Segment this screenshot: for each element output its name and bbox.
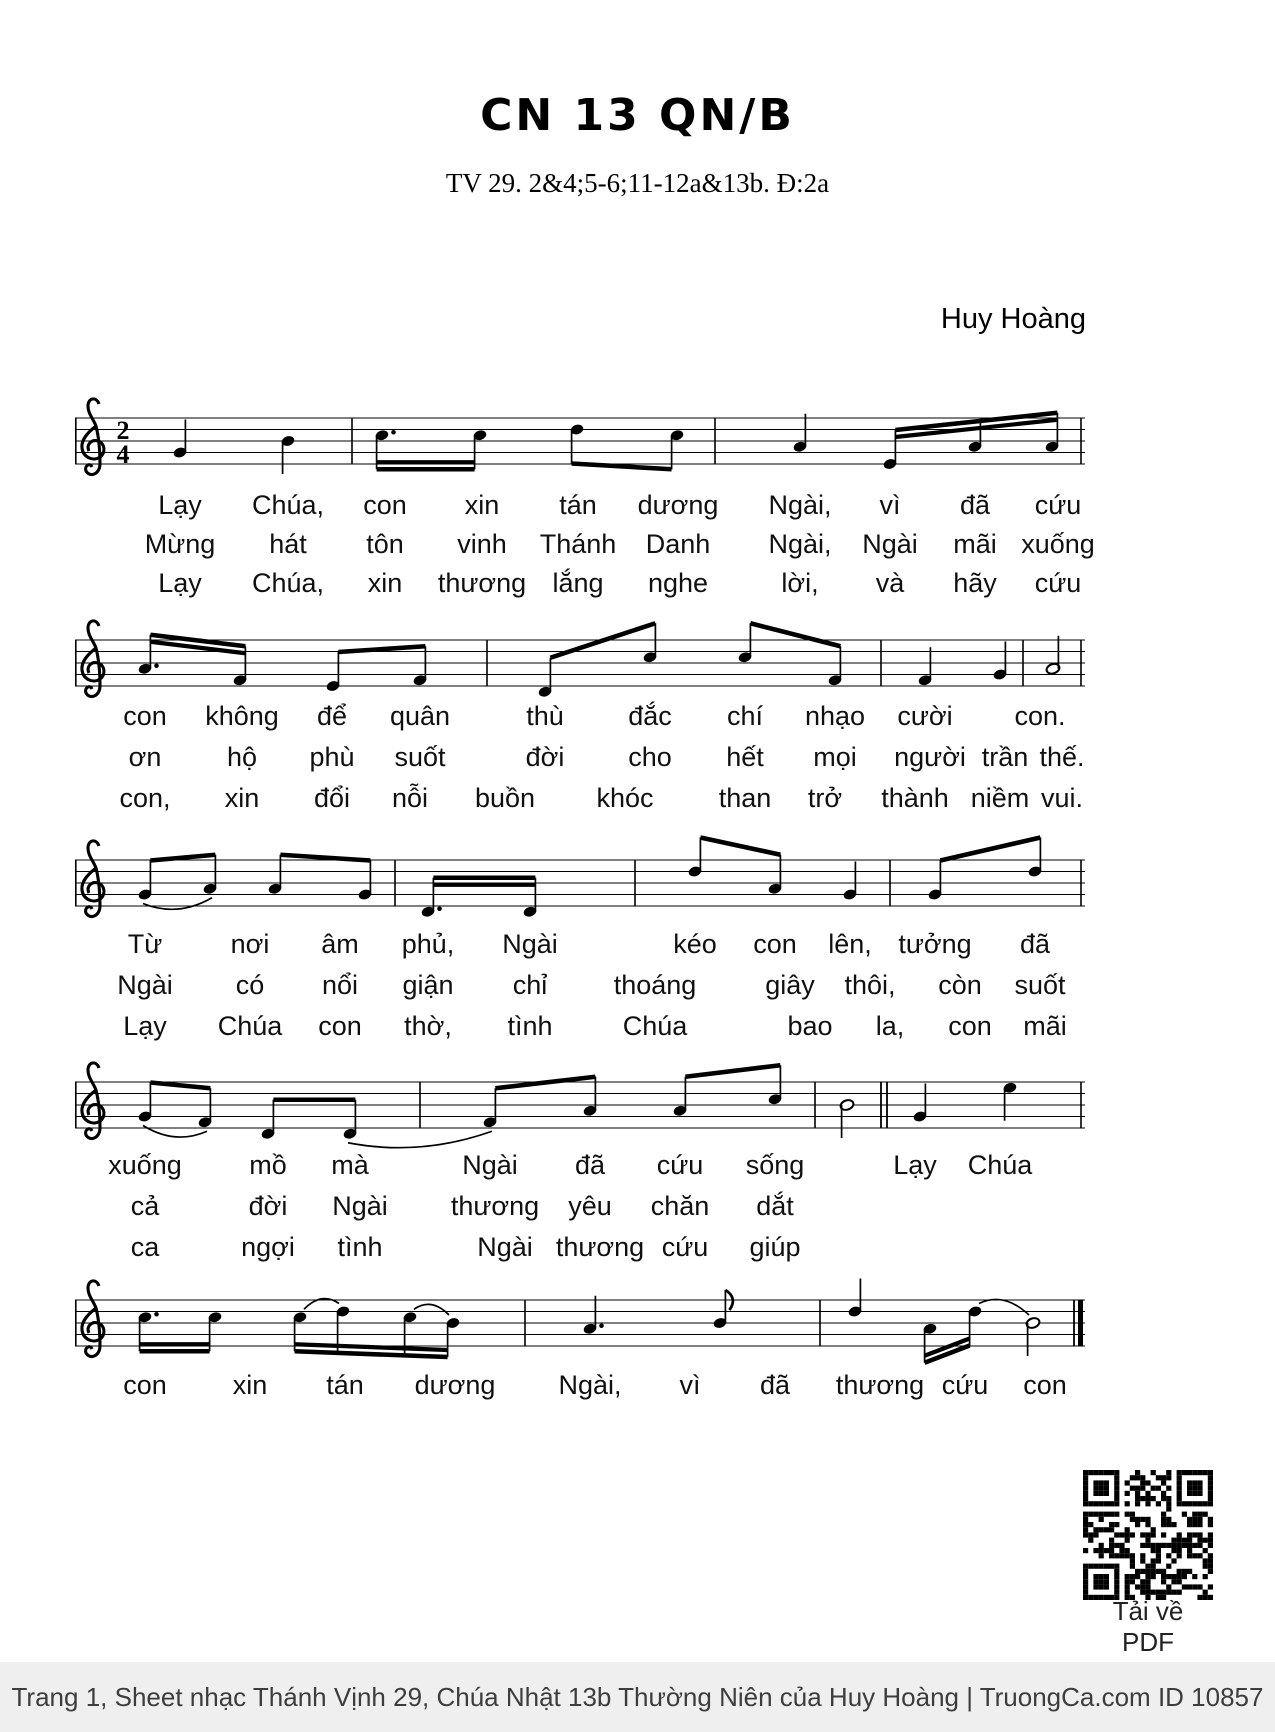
time-signature: 2: [116, 416, 130, 445]
lyric-syllable: để: [316, 701, 348, 731]
slur: [348, 1131, 492, 1147]
lyric-syllable: thù: [526, 701, 564, 731]
download-pdf-label: Tải về PDF: [1112, 1596, 1184, 1657]
lyric-syllable: Ngài,: [768, 490, 832, 520]
lyric-syllable: Ngài: [502, 929, 558, 959]
lyric-syllable: và: [875, 568, 905, 598]
lyric-syllable: thương: [450, 1191, 540, 1221]
lyric-syllable: còn: [938, 970, 982, 1000]
lyric-syllable: than: [718, 783, 772, 813]
lyric-syllable: cứu: [1034, 490, 1082, 520]
lyric-syllable: xin: [224, 783, 260, 813]
lyric-syllable: đã: [1019, 929, 1051, 959]
lyric-syllable: cười: [897, 701, 953, 731]
footer-text: Trang 1, Sheet nhạc Thánh Vịnh 29, Chúa Nhật 13b Thường Niên của Huy Hoàng | TruongCa.com ID 10857: [11, 1681, 1264, 1712]
lyric-syllable: thế.: [1039, 742, 1085, 772]
lyric-syllable: phủ,: [401, 929, 455, 959]
lyric-syllable: dương: [414, 1370, 496, 1400]
lyric-syllable: bao: [787, 1011, 833, 1041]
tie: [414, 1304, 449, 1315]
lyric-syllable: vinh: [457, 529, 507, 559]
lyric-syllable: đã: [759, 1370, 791, 1400]
lyric-syllable: chăn: [650, 1191, 710, 1221]
lyric-syllable: suốt: [394, 742, 446, 772]
lyric-syllable: mồ: [249, 1150, 287, 1180]
composer-name: Huy Hoàng: [940, 303, 1086, 335]
lyric-syllable: Lạy: [893, 1150, 937, 1180]
lyric-syllable: hãy: [953, 568, 997, 598]
lyric-syllable: Chúa: [622, 1011, 688, 1041]
lyric-syllable: giúp: [749, 1232, 801, 1262]
lyric-syllable: con,: [119, 783, 171, 813]
lyric-syllable: xuống: [108, 1150, 182, 1180]
lyric-syllable: đời: [525, 742, 565, 772]
lyric-syllable: người: [894, 742, 966, 772]
lyric-syllable: cứu: [941, 1370, 989, 1400]
lyric-syllable: khóc: [596, 783, 654, 813]
lyric-syllable: nỗi: [391, 783, 429, 813]
lyric-syllable: trần: [981, 742, 1029, 772]
lyric-syllable: con: [948, 1011, 992, 1041]
lyric-syllable: nhạo: [804, 701, 866, 731]
lyric-syllable: Chúa: [967, 1150, 1033, 1180]
lyric-syllable: hộ: [226, 742, 258, 772]
lyric-syllable: quân: [389, 701, 451, 731]
lyric-syllable: sống: [745, 1150, 805, 1180]
lyric-syllable: mà: [331, 1150, 369, 1180]
lyric-syllable: Lạy: [123, 1011, 167, 1041]
lyric-syllable: con: [123, 701, 167, 731]
lyric-syllable: nổi: [321, 970, 359, 1000]
lyric-syllable: phù: [309, 742, 355, 772]
lyric-syllable: cho: [628, 742, 672, 772]
lyric-syllable: lên,: [828, 929, 872, 959]
footer-bar: [0, 1662, 1275, 1732]
lyric-syllable: con: [1023, 1370, 1067, 1400]
lyric-syllable: đã: [959, 490, 991, 520]
lyric-syllable: Ngài: [332, 1191, 388, 1221]
lyric-syllable: mãi: [1023, 1011, 1067, 1041]
page-title: CN 13 QN/B: [480, 90, 795, 141]
treble-clef-icon: [82, 399, 104, 475]
lyric-syllable: tán: [326, 1370, 364, 1400]
lyric-syllable: giây: [765, 970, 815, 1000]
lyric-syllable: niềm: [970, 783, 1030, 813]
lyric-syllable: hát: [269, 529, 307, 559]
lyric-syllable: mọi: [813, 742, 857, 772]
lyric-syllable: Thánh: [539, 529, 617, 559]
lyric-syllable: dắt: [756, 1191, 794, 1221]
lyric-syllable: Ngài: [862, 529, 918, 559]
slur: [143, 1126, 207, 1138]
svg-text:4: 4: [116, 440, 130, 469]
lyric-syllable: Ngài: [117, 970, 173, 1000]
lyric-syllable: thôi,: [844, 970, 896, 1000]
lyric-syllable: tưởng: [898, 929, 972, 959]
lyric-syllable: tình: [507, 1011, 553, 1041]
lyric-syllable: Danh: [645, 529, 711, 559]
tie: [979, 1299, 1029, 1315]
lyric-syllable: lời,: [781, 568, 819, 598]
lyric-syllable: lắng: [552, 568, 604, 598]
lyric-syllable: con: [318, 1011, 362, 1041]
lyric-syllable: cứu: [661, 1232, 709, 1262]
lyric-syllable: kéo: [673, 929, 717, 959]
lyric-syllable: buồn: [474, 783, 536, 813]
treble-clef-icon: [82, 841, 104, 917]
lyric-syllable: vì: [879, 490, 901, 520]
lyric-syllable: tán: [559, 490, 597, 520]
lyric-syllable: thương: [437, 568, 527, 598]
lyric-syllable: ngợi: [241, 1232, 295, 1262]
lyric-syllable: xuống: [1021, 529, 1095, 559]
lyric-syllable: tình: [337, 1232, 383, 1262]
treble-clef-icon: [82, 621, 104, 697]
lyric-syllable: con.: [1014, 701, 1066, 731]
lyric-syllable: yêu: [568, 1191, 612, 1221]
lyric-syllable: giận: [402, 970, 454, 1000]
lyric-syllable: có: [235, 970, 265, 1000]
lyric-syllable: thờ,: [404, 1011, 452, 1041]
lyric-syllable: Chúa,: [251, 568, 325, 598]
lyric-syllable: mãi: [953, 529, 997, 559]
psalm-reference: TV 29. 2&4;5-6;11-12a&13b. Đ:2a: [445, 168, 830, 198]
lyric-syllable: xin: [367, 568, 403, 598]
lyric-syllable: xin: [464, 490, 500, 520]
lyric-syllable: Chúa: [217, 1011, 283, 1041]
lyric-syllable: con: [123, 1370, 167, 1400]
lyric-syllable: thoáng: [613, 970, 697, 1000]
lyric-syllable: chỉ: [512, 970, 548, 1000]
lyric-syllable: Ngài: [462, 1150, 518, 1180]
lyric-syllable: ca: [130, 1232, 160, 1262]
lyric-syllable: Lạy: [158, 490, 202, 520]
lyric-syllable: nơi: [230, 929, 270, 959]
lyric-syllable: nghe: [647, 568, 709, 598]
lyric-syllable: dương: [637, 490, 719, 520]
qr-code: [1083, 1470, 1213, 1600]
lyric-syllable: con: [753, 929, 797, 959]
lyric-syllable: đắc: [628, 701, 672, 731]
lyric-syllable: vui.: [1040, 783, 1084, 813]
qr-code-image: [1083, 1470, 1213, 1600]
lyric-syllable: thương: [835, 1370, 925, 1400]
lyric-syllable: cứu: [656, 1150, 704, 1180]
lyric-syllable: suốt: [1014, 970, 1066, 1000]
lyric-syllable: không: [205, 701, 279, 731]
lyric-syllable: vì: [679, 1370, 701, 1400]
lyric-syllable: đã: [574, 1150, 606, 1180]
lyric-syllable: Chúa,: [251, 490, 325, 520]
treble-clef-icon: [82, 1281, 104, 1357]
lyric-syllable: Mừng: [144, 529, 216, 559]
lyric-syllable: Ngài: [477, 1232, 533, 1262]
lyric-syllable: Ngài,: [558, 1370, 622, 1400]
lyric-syllable: trở: [807, 783, 843, 813]
lyric-syllable: âm: [321, 929, 359, 959]
lyric-syllable: tôn: [366, 529, 404, 559]
lyric-syllable: đổi: [313, 783, 351, 813]
lyric-syllable: Từ: [127, 929, 163, 959]
lyric-syllable: đời: [248, 1191, 288, 1221]
lyric-syllable: cả: [130, 1191, 160, 1221]
lyric-syllable: la,: [875, 1011, 905, 1041]
lyric-syllable: cứu: [1034, 568, 1082, 598]
slur: [143, 898, 212, 910]
lyric-syllable: ơn: [128, 742, 162, 772]
lyric-syllable: thương: [555, 1232, 645, 1262]
lyric-syllable: xin: [232, 1370, 268, 1400]
lyric-syllable: Lạy: [158, 568, 202, 598]
lyric-syllable: hết: [726, 742, 764, 772]
treble-clef-icon: [82, 1063, 104, 1139]
lyric-syllable: chí: [726, 701, 764, 731]
lyric-syllable: Ngài,: [768, 529, 832, 559]
lyric-syllable: con: [363, 490, 407, 520]
lyric-syllable: thành: [881, 783, 949, 813]
